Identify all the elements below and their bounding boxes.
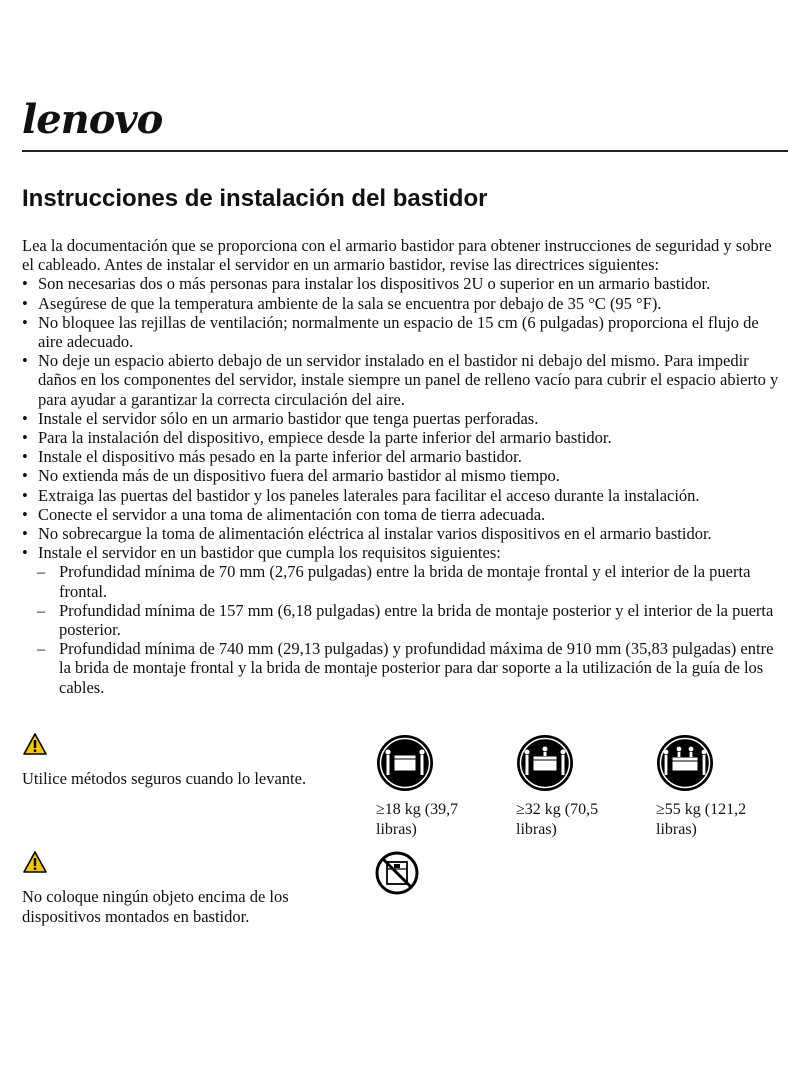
three-person-lift-icon [516, 734, 574, 792]
list-item: • Instale el servidor en un bastidor que cumpla los requisitos siguientes: [22, 543, 782, 562]
list-item: • Son necesarias dos o más personas para instalar los dispositivos 2U o superior en un armario bastidor. [22, 274, 782, 293]
four-person-lift-icon [656, 734, 714, 792]
caution-triangle-icon [23, 851, 47, 873]
instructions-body [22, 236, 782, 697]
weight-label-55kg: ≥55 kg (121,2 libras) [656, 801, 747, 838]
list-item: • Conecte el servidor a una toma de alimentación con toma de tierra adecuada. [22, 505, 782, 524]
weight-label-18kg: ≥18 kg (39,7 libras) [376, 801, 459, 838]
two-person-lift-icon [376, 734, 434, 792]
no-objects-on-top-icon [374, 850, 420, 896]
list-item: • No deje un espacio abierto debajo de un servidor instalado en el bastidor ni debajo del mismo. Para impedir daños en los componentes del servidor, instale siempre un panel de relleno vacío para cubrir el espacio abierto y para ayudar a garantizar la correcta circulación del aire. [22, 351, 782, 409]
header-rule [22, 150, 788, 152]
sub-list-item: – Profundidad mínima de 740 mm (29,13 pulgadas) y profundidad máxima de 910 mm (35,83 pulgadas) entre la brida de montaje frontal y la brida de montaje posterior para dar soporte a la utilización de la guía de los cables. [22, 639, 782, 697]
intro-paragraph: Lea la documentación que se proporciona con el armario bastidor para obtener instrucciones de seguridad y sobre el cableado. Antes de instalar el servidor en un armario bastidor, revise las directrices siguientes: [22, 236, 772, 275]
list-item: • No bloquee las rejillas de ventilación; normalmente un espacio de 15 cm (6 pulgadas) proporciona el flujo de aire adecuado. [22, 313, 782, 351]
caution-top-text: No coloque ningún objeto encima de los dispositivos montados en bastidor. [22, 887, 289, 926]
sub-list-item: – Profundidad mínima de 157 mm (6,18 pulgadas) entre la brida de montaje posterior y el interior de la puerta posterior. [22, 601, 782, 639]
list-item: • Para la instalación del dispositivo, empiece desde la parte inferior del armario bastidor. [22, 428, 782, 447]
list-item: • Asegúrese de que la temperatura ambiente de la sala se encuentra por debajo de 35 °C (95 °F). [22, 294, 782, 313]
list-item: • Instale el servidor sólo en un armario bastidor que tenga puertas perforadas. [22, 409, 782, 428]
list-item: • Extraiga las puertas del bastidor y los paneles laterales para facilitar el acceso durante la instalación. [22, 486, 782, 505]
caution-triangle-icon [23, 733, 47, 755]
list-item: • Instale el dispositivo más pesado en la parte inferior del armario bastidor. [22, 447, 782, 466]
lenovo-logo: lenovo [22, 96, 163, 143]
list-item: • No extienda más de un dispositivo fuera del armario bastidor al mismo tiempo. [22, 466, 782, 485]
guideline-list [22, 274, 782, 562]
rack-requirements-list [22, 562, 782, 696]
page-title: Instrucciones de instalación del bastidor [22, 185, 488, 212]
weight-label-32kg: ≥32 kg (70,5 libras) [516, 801, 599, 838]
caution-lift-text: Utilice métodos seguros cuando lo levante. [22, 769, 307, 788]
list-item: • No sobrecargue la toma de alimentación eléctrica al instalar varios dispositivos en el armario bastidor. [22, 524, 782, 543]
sub-list-item: – Profundidad mínima de 70 mm (2,76 pulgadas) entre la brida de montaje frontal y el interior de la puerta frontal. [22, 562, 782, 600]
